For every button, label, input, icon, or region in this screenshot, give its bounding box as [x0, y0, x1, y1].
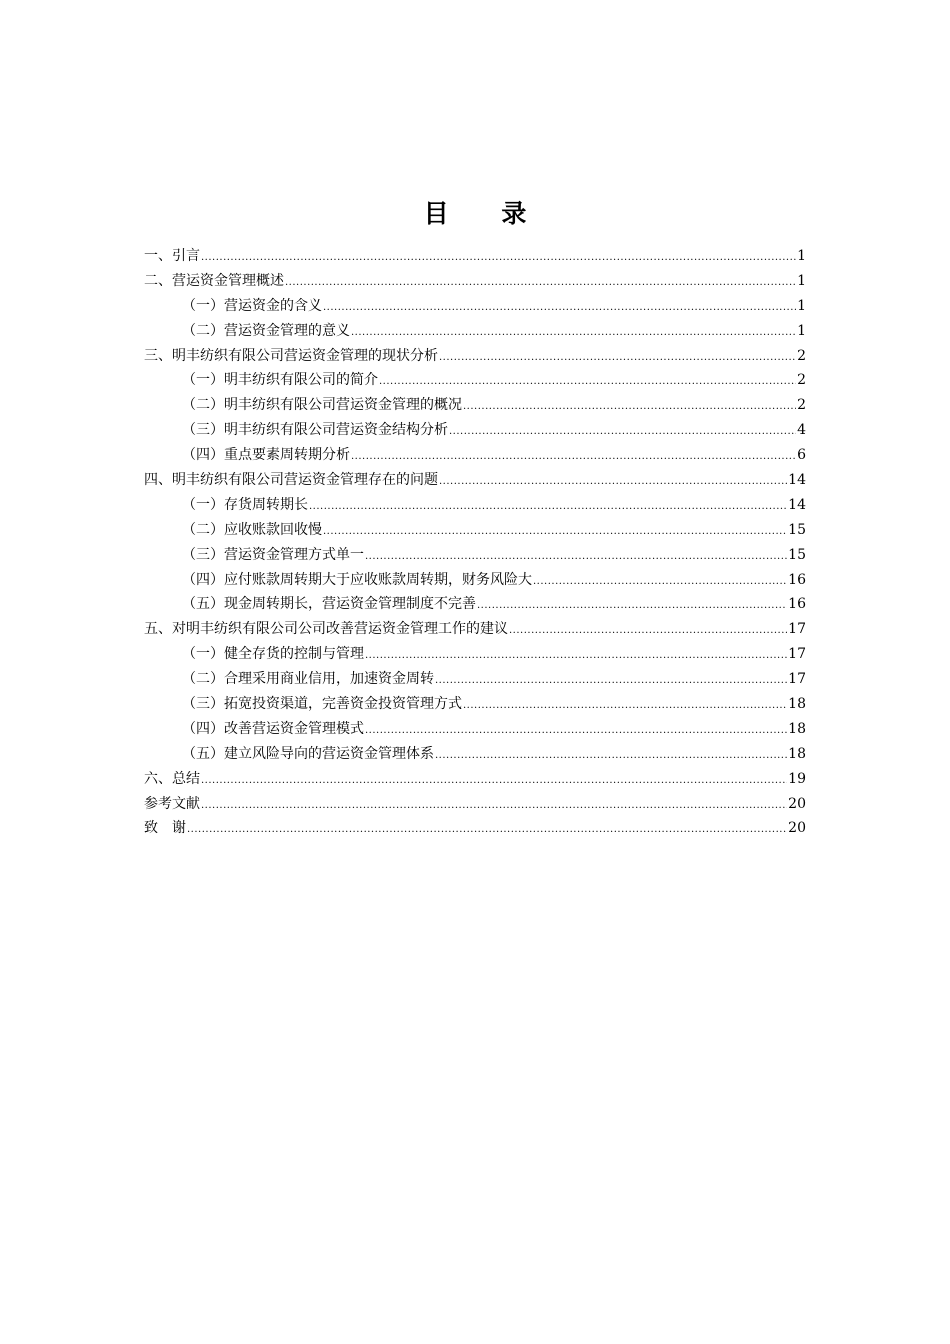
toc-dot-leader: [463, 395, 796, 420]
toc-entry-page-number: 4: [797, 422, 806, 439]
toc-dot-leader: [435, 669, 787, 694]
toc-entry-label: （三）明丰纺织有限公司营运资金结构分析: [182, 422, 448, 439]
toc-entry[interactable]: [144, 617, 806, 642]
toc-dot-leader: [365, 545, 787, 570]
toc-entry-page-number: 18: [788, 720, 806, 737]
toc-title: 目 录: [423, 199, 549, 228]
toc-entry-label: （二）营运资金管理的意义: [182, 322, 350, 339]
toc-list: [144, 244, 806, 841]
toc-entry-label: （一）营运资金的含义: [182, 297, 322, 314]
toc-entry-page-number: 19: [788, 770, 806, 787]
toc-entry-page-number: 16: [788, 596, 806, 613]
toc-entry[interactable]: [144, 418, 806, 443]
toc-dot-leader: [323, 520, 787, 545]
toc-entry-label: 一、引言: [144, 248, 200, 264]
toc-entry-page-number: 2: [797, 372, 806, 389]
toc-entry-page-number: 20: [788, 820, 806, 837]
toc-entry-page-number: 15: [788, 546, 806, 563]
toc-entry-page-number: 2: [797, 397, 806, 414]
toc-dot-leader: [439, 470, 787, 495]
toc-entry-page-number: 1: [797, 322, 806, 339]
toc-entry[interactable]: [144, 468, 806, 493]
toc-entry[interactable]: [144, 742, 806, 767]
toc-entry[interactable]: [144, 269, 806, 294]
toc-entry-page-number: 1: [797, 272, 806, 289]
toc-entry-label: 五、对明丰纺织有限公司公司改善营运资金管理工作的建议: [144, 621, 508, 638]
toc-entry-page-number: 17: [788, 621, 806, 638]
toc-entry-label: （五）建立风险导向的营运资金管理体系: [182, 745, 434, 762]
toc-dot-leader: [435, 744, 787, 769]
toc-entry[interactable]: [144, 692, 806, 717]
toc-dot-leader: [351, 445, 796, 470]
toc-dot-leader: [285, 271, 796, 296]
toc-entry[interactable]: [144, 294, 806, 319]
toc-entry[interactable]: [144, 667, 806, 692]
toc-entry[interactable]: [144, 767, 806, 792]
toc-entry[interactable]: [144, 244, 806, 269]
toc-entry[interactable]: [144, 592, 806, 617]
toc-entry-page-number: 15: [788, 521, 806, 538]
toc-dot-leader: [463, 694, 787, 719]
toc-entry-label: 六、总结: [144, 770, 200, 787]
toc-entry-page-number: 14: [788, 496, 806, 513]
toc-dot-leader: [187, 818, 787, 843]
toc-entry-page-number: 18: [788, 745, 806, 762]
toc-dot-leader: [323, 296, 796, 321]
toc-entry-label: （二）应收账款回收慢: [182, 521, 322, 538]
toc-dot-leader: [365, 644, 787, 669]
toc-entry[interactable]: [144, 493, 806, 518]
toc-entry-label: （二）明丰纺织有限公司营运资金管理的概况: [182, 397, 462, 414]
toc-entry-page-number: 18: [788, 696, 806, 713]
toc-dot-leader: [379, 370, 796, 395]
toc-entry[interactable]: [144, 568, 806, 593]
toc-entry[interactable]: [144, 443, 806, 468]
toc-entry[interactable]: [144, 642, 806, 667]
toc-entry-label: （四）重点要素周转期分析: [182, 447, 350, 464]
toc-entry-label: （一）健全存货的控制与管理: [182, 646, 364, 663]
toc-dot-leader: [509, 619, 787, 644]
toc-dot-leader: [533, 570, 787, 595]
toc-dot-leader: [477, 594, 787, 619]
toc-entry-label: （一）存货周转期长: [182, 496, 308, 513]
toc-entry-label: 四、明丰纺织有限公司营运资金管理存在的问题: [144, 472, 438, 489]
toc-entry-page-number: 20: [788, 795, 806, 812]
toc-dot-leader: [351, 321, 796, 346]
toc-entry-label: （三）营运资金管理方式单一: [182, 546, 364, 563]
toc-dot-leader: [309, 495, 787, 520]
toc-entry[interactable]: [144, 393, 806, 418]
toc-entry[interactable]: [144, 543, 806, 568]
toc-entry[interactable]: [144, 344, 806, 369]
toc-entry-label: （三）拓宽投资渠道，完善资金投资管理方式: [182, 696, 462, 713]
toc-entry-label: 二、营运资金管理概述: [144, 272, 284, 289]
toc-entry[interactable]: [144, 717, 806, 742]
toc-entry-page-number: 1: [797, 248, 806, 264]
toc-entry-label: 致 谢: [144, 820, 186, 837]
toc-entry-label: （五）现金周转期长，营运资金管理制度不完善: [182, 596, 476, 613]
toc-entry-page-number: 2: [797, 347, 806, 364]
toc-entry-label: （四）改善营运资金管理模式: [182, 720, 364, 737]
toc-entry-page-number: 16: [788, 571, 806, 588]
toc-dot-leader: [439, 346, 796, 371]
toc-entry-label: 三、明丰纺织有限公司营运资金管理的现状分析: [144, 347, 438, 364]
toc-dot-leader: [365, 719, 787, 744]
toc-dot-leader: [449, 420, 796, 445]
toc-entry-label: 参考文献: [144, 795, 200, 812]
toc-entry-page-number: 14: [788, 472, 806, 489]
toc-entry[interactable]: [144, 319, 806, 344]
toc-entry-label: （二）合理采用商业信用，加速资金周转: [182, 671, 434, 688]
toc-dot-leader: [201, 769, 787, 794]
toc-entry-page-number: 1: [797, 297, 806, 314]
toc-entry[interactable]: [144, 518, 806, 543]
toc-entry-label: （四）应付账款周转期大于应收账款周转期，财务风险大: [182, 571, 532, 588]
toc-entry[interactable]: [144, 792, 806, 817]
toc-entry-page-number: 17: [788, 671, 806, 688]
toc-entry[interactable]: [144, 816, 806, 841]
toc-dot-leader: [201, 246, 796, 271]
toc-dot-leader: [201, 794, 787, 819]
toc-entry-page-number: 17: [788, 646, 806, 663]
toc-entry-label: （一）明丰纺织有限公司的简介: [182, 372, 378, 389]
toc-entry[interactable]: [144, 368, 806, 393]
toc-entry-page-number: 6: [797, 447, 806, 464]
